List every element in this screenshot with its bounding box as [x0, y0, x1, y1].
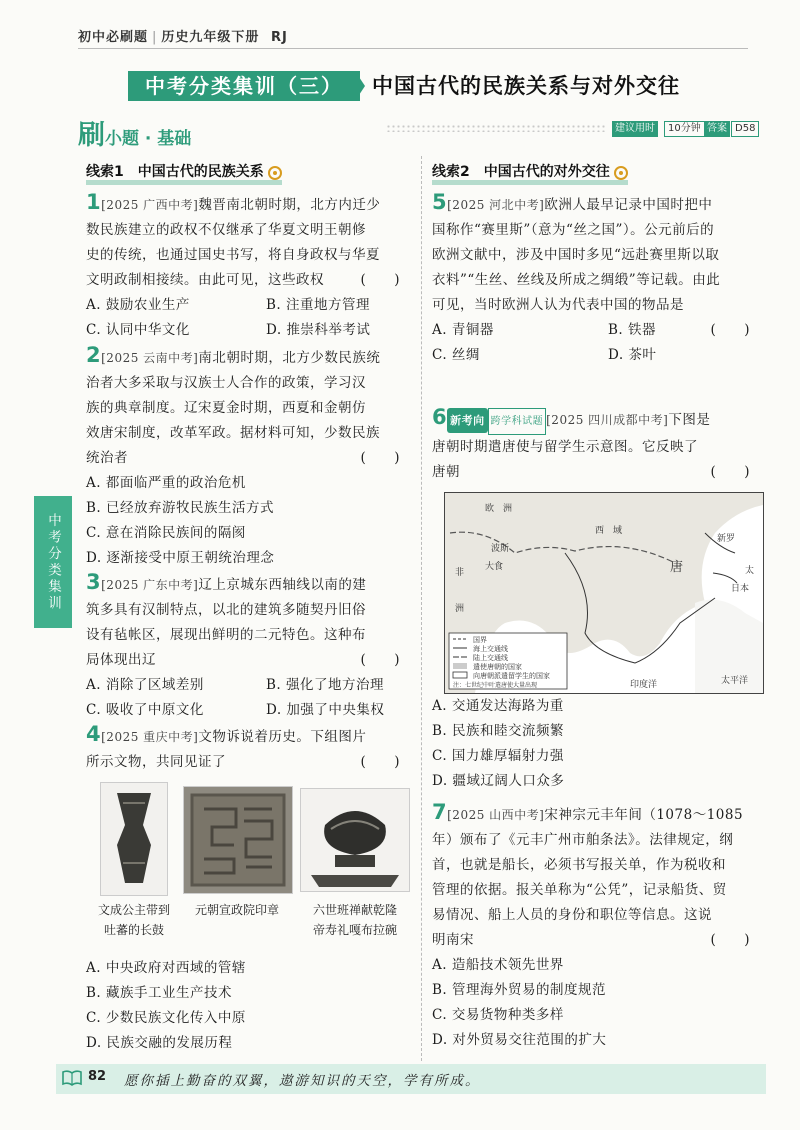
q5-number: 5: [432, 190, 448, 214]
q3-line: 辽上京城东西轴线以南的建: [198, 577, 367, 593]
q7-line: 宋神宗元丰年间（1078～1085: [544, 807, 744, 823]
option-d[interactable]: D. 对外贸易交往范围的扩大: [432, 1032, 607, 1048]
q1-source: [2025 广西中考]: [101, 198, 199, 212]
option-a[interactable]: A. 造船技术领先世界: [432, 957, 564, 973]
option-c[interactable]: C. 丝绸: [432, 347, 480, 363]
option-d[interactable]: D. 加强了中央集权: [266, 702, 385, 718]
q4-number: 4: [86, 722, 102, 746]
option-b[interactable]: B. 已经放弃游牧民族生活方式: [86, 500, 275, 516]
brand-label: [78, 113, 191, 152]
caption-drum: [84, 900, 184, 940]
q2-line: 南北朝时期，北方少数民族统: [198, 350, 381, 366]
label-indian: 印度洋: [630, 680, 658, 690]
question-6: [432, 405, 762, 485]
target-icon: [614, 166, 628, 180]
q7-line: 明南宋: [432, 932, 474, 948]
label-silla: 新罗: [717, 534, 736, 544]
page-number: 82: [88, 1069, 107, 1084]
option-a[interactable]: A. 消除了区域差别: [86, 677, 204, 693]
q6-line: 唐朝时期遣唐使与留学生示意图。它反映了: [432, 439, 698, 455]
section-heading-1: [86, 161, 282, 181]
q2-number: 2: [86, 343, 102, 367]
legend-note: 注：七世纪中叶遣唐使大量出现: [453, 682, 538, 689]
caption-line: 文成公主带到: [97, 903, 170, 917]
column-divider: [421, 156, 422, 1061]
brand-big: 刷: [78, 120, 105, 151]
time-label: 建议用时: [612, 121, 658, 137]
q7-source: [2025 山西中考]: [447, 808, 545, 822]
caption-bowl: [296, 900, 414, 940]
target-icon: [268, 166, 282, 180]
badge-arrow: [355, 71, 365, 101]
section-1-text: 线索1 中国古代的民族关系: [86, 164, 264, 180]
q5-line: 可见，当时欧洲人认为代表中国的物品是: [432, 297, 684, 313]
q5-line: 欧洲文献中，涉及中国时多见“远赴赛里斯以取: [432, 247, 720, 263]
legend-2: 海上交通线: [473, 645, 508, 653]
option-d[interactable]: D. 疆域辽阔人口众多: [432, 773, 565, 789]
series-name: 初中必刷题: [78, 30, 149, 45]
q7-line: 年）颁布了《元丰广州市舶条法》。法律规定，纲: [432, 832, 734, 848]
label-tang: 唐: [670, 560, 684, 575]
subject-tag: 跨学科试题: [488, 408, 547, 435]
question-4: [86, 722, 412, 775]
section-heading-2: [432, 161, 628, 181]
time-value: 10分钟: [664, 121, 705, 137]
option-b[interactable]: B. 藏族手工业生产技术: [86, 985, 233, 1001]
label-dashi: 大食: [485, 562, 504, 572]
answer-blank: ( ): [360, 652, 400, 668]
option-d[interactable]: D. 茶叶: [608, 347, 657, 363]
q2-line: 治者大多采取与汉族士人合作的政策，学习汉: [86, 375, 366, 391]
answer-page: D58: [731, 121, 759, 137]
label-africa-2: 洲: [455, 604, 465, 614]
q4-source: [2025 重庆中考]: [101, 730, 199, 744]
legend-3: 陆上交通线: [473, 654, 508, 662]
option-c[interactable]: C. 交易货物种类多样: [432, 1007, 564, 1023]
q3-line: 局体现出辽: [86, 652, 156, 668]
answer-blank: ( ): [360, 754, 400, 770]
option-c[interactable]: C. 少数民族文化传入中原: [86, 1010, 246, 1026]
book-name: 历史九年级下册: [161, 30, 260, 45]
caption-seal: 元朝宣政院印章: [194, 903, 279, 917]
caption-line: 吐蕃的长鼓: [103, 923, 164, 937]
option-a[interactable]: A. 青铜器: [432, 322, 494, 338]
q5-line: 欧洲人最早记录中国时把中: [544, 197, 713, 213]
option-b[interactable]: B. 民族和睦交流频繁: [432, 723, 565, 739]
q1-line: 魏晋南北朝时期，北方内迁少: [198, 197, 381, 213]
q5-source: [2025 河北中考]: [447, 198, 545, 212]
question-6-options: [432, 694, 762, 794]
q6-line: 唐朝: [432, 464, 460, 480]
footer-motto: 愿你插上勤奋的双翼，遨游知识的天空，学有所成。: [124, 1073, 481, 1089]
running-header: 初中必刷题 | 历史九年级下册 RJ: [78, 30, 288, 45]
unit-badge: 中考分类集训（三）: [128, 71, 360, 101]
tang-envoy-map: [444, 492, 764, 694]
q6-number: 6: [432, 405, 448, 429]
option-b[interactable]: B. 强化了地方治理: [266, 677, 385, 693]
answer-blank: ( ): [710, 932, 750, 948]
q7-number: 7: [432, 800, 448, 824]
page-title: 中国古代的民族关系与对外交往: [372, 74, 680, 98]
label-west-region: 西 域: [595, 526, 623, 536]
label-ocean: 太: [745, 566, 755, 576]
question-1: [86, 190, 412, 343]
q5-line: 衣料”“生丝、丝线及所成之绸缎”等记载。由此: [432, 272, 721, 288]
q1-number: 1: [86, 190, 102, 214]
q2-line: 族的典章制度。辽宋夏金时期，西夏和金朝仿: [86, 400, 366, 416]
dot-pattern: [386, 124, 606, 132]
question-4-options: [86, 956, 412, 1056]
answer-blank: ( ): [360, 450, 400, 466]
legend-1: 国界: [473, 636, 487, 644]
legend-5: 向唐朝派遣留学生的国家: [473, 672, 550, 680]
seal-photo: [183, 786, 293, 894]
option-b[interactable]: B. 管理海外贸易的制度规范: [432, 982, 607, 998]
q3-source: [2025 广东中考]: [101, 578, 199, 592]
option-a[interactable]: A. 交通发达海路为重: [432, 698, 564, 714]
label-africa-1: 非: [455, 568, 465, 578]
q3-line: 筑多具有汉制特点，以北的建筑多随契丹旧俗: [86, 602, 366, 618]
option-c[interactable]: C. 认同中华文化: [86, 322, 190, 338]
option-c[interactable]: C. 国力雄厚辐射力强: [432, 748, 564, 764]
new-tag: 新考向: [447, 408, 488, 433]
option-a[interactable]: A. 中央政府对西域的管辖: [86, 960, 246, 976]
caption-line: 帝寿礼嘎布拉碗: [312, 923, 397, 937]
question-2: [86, 343, 412, 571]
option-c[interactable]: C. 吸收了中原文化: [86, 702, 204, 718]
option-b[interactable]: B. 铁器: [608, 322, 657, 338]
answer-blank: ( ): [710, 322, 750, 338]
question-3: [86, 570, 412, 723]
edition: RJ: [270, 30, 288, 45]
option-a[interactable]: A. 鼓励农业生产: [86, 297, 190, 313]
q2-line: 统治者: [86, 450, 128, 466]
option-c[interactable]: C. 意在消除民族间的隔阂: [86, 525, 246, 541]
q3-number: 3: [86, 570, 102, 594]
header-rule: [78, 48, 748, 49]
q7-line: 管理的依据。报关单称为“公凭”，记录船货、贸: [432, 882, 727, 898]
q7-line: 首，也就是船长，必须书写报关单，作为税收和: [432, 857, 726, 873]
q6-line: 下图是: [668, 412, 711, 428]
caption-line: 六世班禅献乾隆: [312, 903, 397, 917]
q1-line: 文明政制相接续。由此可见，这些政权: [86, 272, 324, 288]
option-d[interactable]: D. 推崇科举考试: [266, 322, 371, 338]
q3-line: 设有毡帐区，展现出鲜明的二元特色。这种布: [86, 627, 366, 643]
legend-4: 遣使唐朝的国家: [473, 663, 522, 671]
label-europe: 欧 洲: [485, 504, 513, 514]
section-2-text: 线索2 中国古代的对外交往: [432, 164, 610, 180]
answer-blank: ( ): [360, 272, 400, 288]
option-d[interactable]: D. 民族交融的发展历程: [86, 1035, 233, 1051]
q4-line: 所示文物，共同见证了: [86, 754, 226, 770]
book-icon: [62, 1070, 82, 1090]
q7-line: 易情况、船上人员的身份和职位等信息。这说: [432, 907, 712, 923]
answer-label: 答案: [704, 121, 730, 137]
option-a[interactable]: A. 都面临严重的政治危机: [86, 475, 246, 491]
label-japan: 日本: [731, 584, 750, 594]
side-ribbon: 中考分类集训: [34, 496, 72, 628]
label-persia: 波斯: [491, 544, 510, 554]
q6-source: [2025 四川成都中考]: [546, 413, 669, 427]
option-d[interactable]: D. 逐渐接受中原王朝统治理念: [86, 550, 275, 566]
option-b[interactable]: B. 注重地方管理: [266, 297, 371, 313]
label-pacific: 太平洋: [721, 676, 749, 686]
question-7: [432, 800, 762, 1053]
bowl-photo: [300, 788, 410, 892]
q1-line: 史的传统，也通过国史书写，将自身政权与华夏: [86, 247, 380, 263]
q2-line: 效唐宋制度，改革军政。据材料可知，少数民族: [86, 425, 380, 441]
drum-photo: [100, 782, 168, 896]
answer-blank: ( ): [710, 464, 750, 480]
q2-source: [2025 云南中考]: [101, 351, 199, 365]
q5-line: 国称作“赛里斯”（意为“丝之国”）。公元前后的: [432, 222, 715, 238]
q1-line: 数民族建立的政权不仅继承了华夏文明王朝修: [86, 222, 366, 238]
q4-line: 文物诉说着历史。下组图片: [198, 729, 367, 745]
question-5: [432, 190, 762, 368]
brand-small: 小题 · 基础: [105, 129, 192, 149]
